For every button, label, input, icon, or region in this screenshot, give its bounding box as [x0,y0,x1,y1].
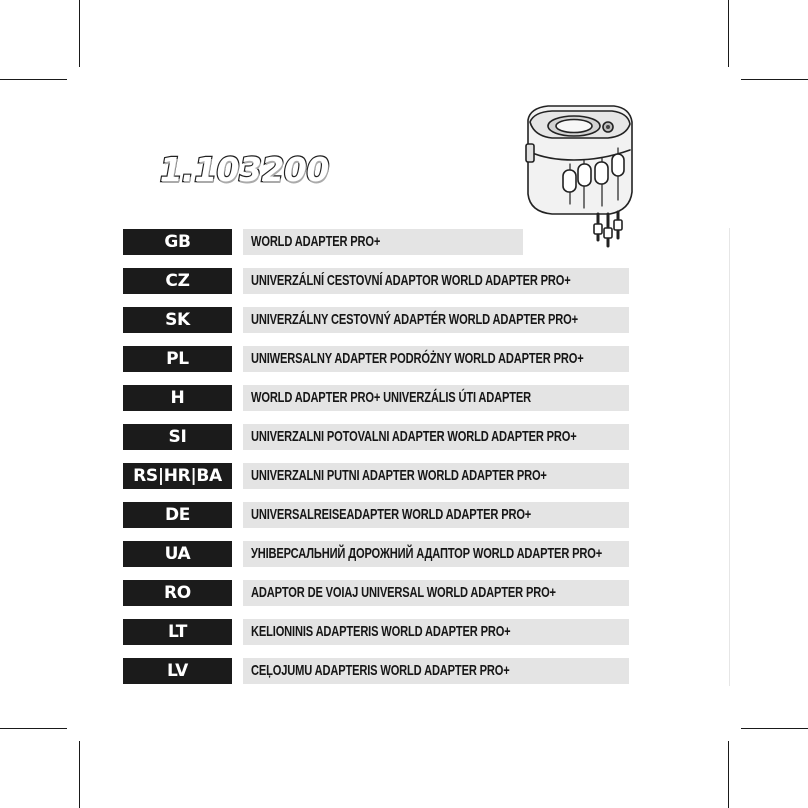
product-title: UNIVERZALNI PUTNI ADAPTER WORLD ADAPTER PRO+ [243,463,629,489]
list-item [123,346,631,372]
language-code: PL [123,346,232,372]
product-title: UNIVERSALREISEADAPTER WORLD ADAPTER PRO+ [243,502,629,528]
language-code: LT [123,619,232,645]
product-title: UNIVERZALNI POTOVALNI ADAPTER WORLD ADAPTER PRO+ [243,424,629,450]
list-item [123,541,631,567]
product-code: 1.103200 [156,150,333,189]
list-item [123,424,631,450]
list-item [123,502,631,528]
language-code: UA [123,541,232,567]
language-code: SK [123,307,232,333]
product-title: UNIWERSALNY ADAPTER PODRÓŻNY WORLD ADAPTER PRO+ [243,346,629,372]
product-title: UNIVERZÁLNY CESTOVNÝ ADAPTÉR WORLD ADAPTER PRO+ [243,307,629,333]
language-code: CZ [123,268,232,294]
product-title: KELIONINIS ADAPTERIS WORLD ADAPTER PRO+ [243,619,629,645]
list-item [123,463,631,489]
product-title: CEĻOJUMU ADAPTERIS WORLD ADAPTER PRO+ [243,658,629,684]
language-code: RO [123,580,232,606]
crop-mark-bottom-left-horizontal [0,728,67,729]
list-item [123,385,631,411]
language-code: H [123,385,232,411]
list-item [123,619,631,645]
product-title: WORLD ADAPTER PRO+ UNIVERZÁLIS ÚTI ADAPTER [243,385,629,411]
language-code: GB [123,229,232,255]
crop-mark-top-right-vertical [728,0,729,67]
product-title: UNIVERZÁLNÍ CESTOVNÍ ADAPTOR WORLD ADAPTER PRO+ [243,268,629,294]
crop-mark-top-left-vertical [79,0,80,67]
crop-mark-top-left-horizontal [0,79,67,80]
list-item [123,307,631,333]
product-title: УНІВЕРСАЛЬНИЙ ДОРОЖНИЙ АДАПТОР WORLD ADAPTER PRO+ [243,541,629,567]
crop-mark-bottom-right-vertical [728,741,729,808]
product-title: ADAPTOR DE VOIAJ UNIVERSAL WORLD ADAPTER PRO+ [243,580,629,606]
list-item [123,268,631,294]
crop-mark-bottom-left-vertical [79,741,80,808]
list-item [123,658,631,684]
language-code: RS|HR|BA [123,463,232,489]
language-code: SI [123,424,232,450]
world-travel-adapter-icon [518,100,642,250]
list-item [123,229,631,255]
crop-mark-bottom-right-horizontal [741,728,808,729]
crop-mark-top-right-horizontal [741,79,808,80]
product-title: WORLD ADAPTER PRO+ [243,229,523,255]
language-code: DE [123,502,232,528]
list-item [123,580,631,606]
language-code: LV [123,658,232,684]
page-edge-guide [729,228,730,686]
